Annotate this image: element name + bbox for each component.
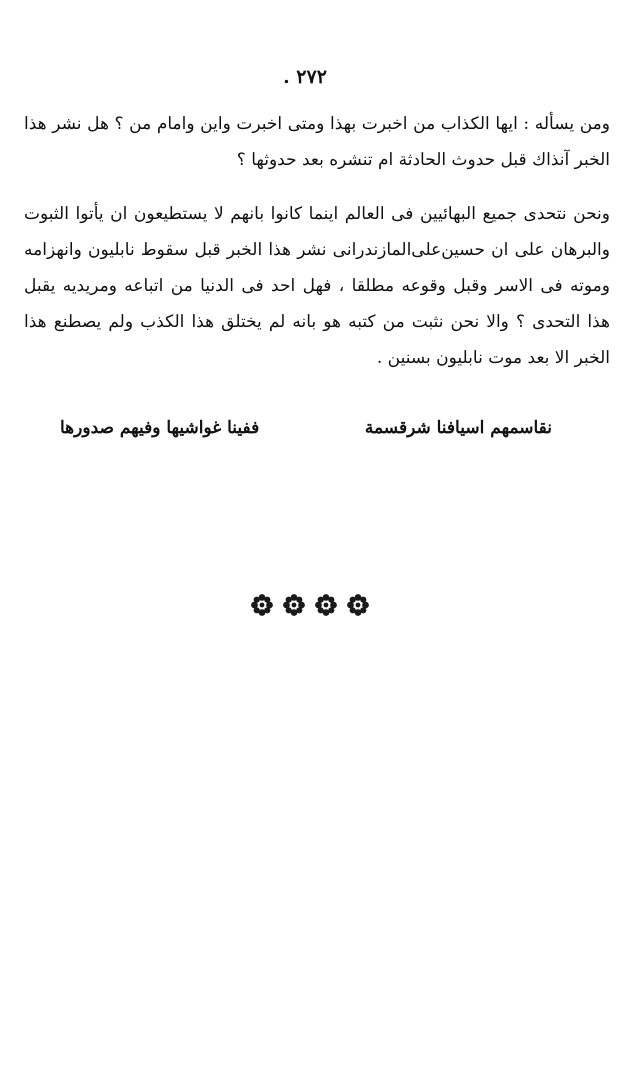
poetry-verse: [60, 410, 552, 446]
verse-hemistich-1: نقاسمهم اسيافنا شرقسمة: [364, 418, 552, 438]
flower-ornament-icon: [346, 593, 370, 617]
ornament-divider: [250, 592, 370, 618]
flower-ornament-icon: [250, 593, 274, 617]
paragraph-1: ومن يسأله : ايها الكذاب من اخبرت بهذا ومتى اخبرت واين وامام من ؟ هل نشر هذا الخبر آنذاك قبل حدوث الحادثة ام تنشره بعد حدوثها ؟: [24, 114, 610, 170]
verse-hemistich-2: ففينا غواشيها وفيهم صدورها: [60, 418, 260, 438]
flower-ornament-icon: [314, 593, 338, 617]
flower-ornament-icon: [282, 593, 306, 617]
paragraph-2: ونحن نتحدى جميع البهائيين فى العالم اينما كانوا بانهم لا يستطيعون ان يأتوا الثبوت والبرهان على ان حسين‌على‌المازندرانى نشر هذا الخبر قبل سقوط نابليون وانهزامه وموته فى الاسر وقبل وقوعه مطلقا ، فهل احد فى الدنيا من اتباعه ومريديه يقبل هذا التحدى ؟ والا نحن نثبت من كتبه هو بانه لم يختلق هذا الكذب ولم يصطنع هذا الخبر الا بعد موت نابليون بسنين .: [24, 204, 610, 368]
page-number: ٢٧٢ .: [283, 66, 327, 88]
